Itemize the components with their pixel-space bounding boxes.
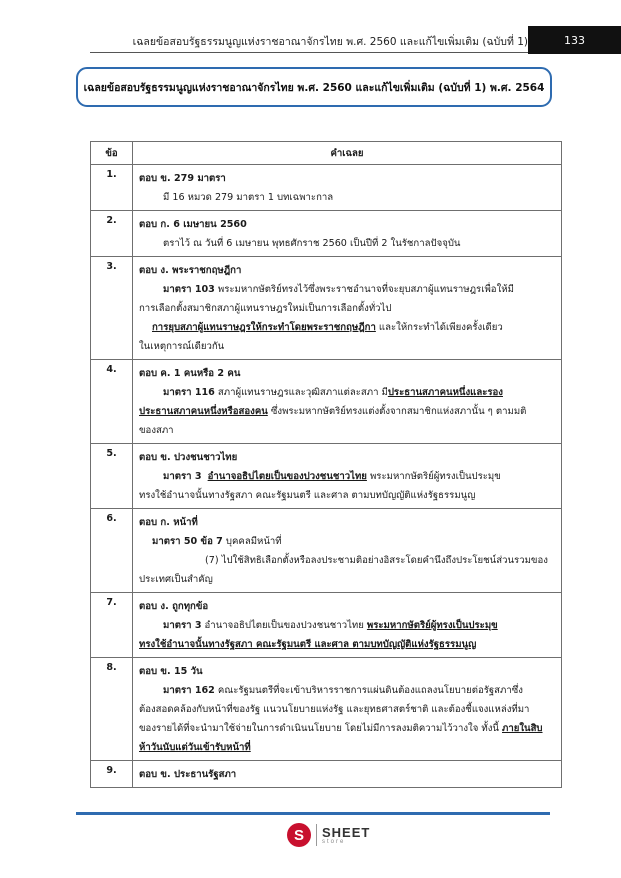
- emphasis-text: ประธานสภาคนหนึ่งหรือสองคน: [139, 406, 268, 417]
- answer-cell: [133, 761, 562, 788]
- answer-cell: [133, 658, 562, 761]
- section-ref: มาตรา 116: [163, 387, 215, 398]
- answer-cell: [133, 257, 562, 360]
- explanation-line: การเลือกตั้งสมาชิกสภาผู้แทนราษฎรใหม่เป็นการเลือกตั้งทั่วไป: [139, 303, 392, 314]
- explanation-text: คณะรัฐมนตรีที่จะเข้าบริหารราชการแผ่นดินต้องแถลงนโยบายต่อรัฐสภาซึ่ง: [214, 685, 523, 696]
- answer-table: [90, 141, 562, 788]
- explanation-line: [139, 318, 555, 337]
- table-row: [91, 165, 562, 211]
- logo-divider: [316, 824, 317, 846]
- explanation-line: [139, 532, 555, 551]
- section-ref: มาตรา 3: [163, 471, 202, 482]
- answer-cell: [133, 360, 562, 444]
- table-row: [91, 211, 562, 257]
- explanation-line: (7) ไปใช้สิทธิเลือกตั้งหรือลงประชามติอย่างอิสระโดยคำนึงถึงประโยชน์ส่วนรวมของ: [205, 555, 548, 566]
- section-title-box: [76, 67, 552, 107]
- column-header-no: ข้อ: [91, 142, 133, 165]
- sheet-store-logo: [287, 822, 370, 848]
- row-number: 5.: [91, 444, 133, 509]
- section-ref: มาตรา 50 ข้อ 7: [152, 536, 223, 547]
- answer-line: ตอบ ง. พระราชกฤษฎีกา: [139, 265, 242, 276]
- emphasis-line: ทรงใช้อำนาจนั้นทางรัฐสภา คณะรัฐมนตรี และศาล ตามบทบัญญัติแห่งรัฐธรรมนูญ: [139, 639, 477, 650]
- explanation-line: [139, 383, 555, 402]
- header-divider: [90, 52, 528, 53]
- row-number: 6.: [91, 509, 133, 593]
- column-header-answer: คำเฉลย: [133, 142, 562, 165]
- explanation-text: บุคคลมีหน้าที่: [222, 536, 282, 547]
- row-number: 4.: [91, 360, 133, 444]
- row-number: 9.: [91, 761, 133, 788]
- table-row: [91, 444, 562, 509]
- answer-cell: [133, 593, 562, 658]
- logo-wordmark: [322, 826, 370, 845]
- logo-name: SHEET: [322, 824, 371, 840]
- section-title: เฉลยข้อสอบรัฐธรรมนูญแห่งราชอาณาจักรไทย พ.ศ. 2560 และแก้ไขเพิ่มเติม (ฉบับที่ 1) พ.ศ. 2564: [83, 81, 545, 94]
- emphasis-text: ประธานสภาคนหนึ่งและรอง: [387, 387, 503, 398]
- row-number: 3.: [91, 257, 133, 360]
- explanation-line: [139, 616, 555, 635]
- explanation-text: พระมหากษัตริย์ทรงไว้ซึ่งพระราชอำนาจที่จะยุบสภาผู้แทนราษฎรเพื่อให้มี: [214, 284, 514, 295]
- emphasis-text: ภายในสิบ: [502, 723, 543, 734]
- answer-cell: [133, 211, 562, 257]
- answer-cell: [133, 509, 562, 593]
- section-ref: มาตรา 3: [163, 620, 202, 631]
- row-number: 2.: [91, 211, 133, 257]
- answer-line: ตอบ ข. 15 วัน: [139, 666, 203, 677]
- explanation-text: สภาผู้แทนราษฎรและวุฒิสภาแต่ละสภา มี: [214, 387, 388, 398]
- logo-mark-icon: S: [287, 823, 311, 847]
- answer-cell: [133, 165, 562, 211]
- table-row: [91, 658, 562, 761]
- explanation-line: ทรงใช้อำนาจนั้นทางรัฐสภา คณะรัฐมนตรี และศาล ตามบทบัญญัติแห่งรัฐธรรมนูญ: [139, 490, 476, 501]
- page-number: 133: [528, 26, 621, 54]
- explanation-line: ประเทศเป็นสำคัญ: [139, 574, 213, 585]
- table-row: [91, 761, 562, 788]
- explanation-line: [139, 681, 555, 700]
- explanation-line: ของสภา: [139, 425, 174, 436]
- footer-divider: [76, 812, 550, 815]
- emphasis-text: อำนาจอธิปไตยเป็นของปวงชนชาวไทย: [207, 471, 367, 482]
- table-row: [91, 593, 562, 658]
- logo-subtitle: store: [322, 838, 346, 845]
- explanation-text: พระมหากษัตริย์ผู้ทรงเป็นประมุข: [366, 471, 501, 482]
- row-number: 8.: [91, 658, 133, 761]
- table-row: [91, 509, 562, 593]
- answer-line: ตอบ ก. หน้าที่: [139, 517, 198, 528]
- explanation-text: ซึ่งพระมหากษัตริย์ทรงแต่งตั้งจากสมาชิกแห่งสภานั้น ๆ ตามมติ: [267, 406, 527, 417]
- answer-cell: [133, 444, 562, 509]
- row-number: 1.: [91, 165, 133, 211]
- table-header-row: [91, 142, 562, 165]
- running-header: เฉลยข้อสอบรัฐธรรมนูญแห่งราชอาณาจักรไทย พ.ศ. 2560 และแก้ไขเพิ่มเติม (ฉบับที่ 1): [132, 36, 528, 48]
- explanation-line: มี 16 หมวด 279 มาตรา 1 บทเฉพาะกาล: [163, 192, 334, 203]
- answer-line: ตอบ ค. 1 คนหรือ 2 คน: [139, 368, 241, 379]
- emphasis-text: พระมหากษัตริย์ผู้ทรงเป็นประมุข: [366, 620, 498, 631]
- answer-line: ตอบ ข. ปวงชนชาวไทย: [139, 452, 238, 463]
- explanation-line: [139, 719, 555, 738]
- explanation-line: ในเหตุการณ์เดียวกัน: [139, 341, 225, 352]
- explanation-text: อำนาจอธิปไตยเป็นของปวงชนชาวไทย: [201, 620, 367, 631]
- explanation-line: ต้องสอดคล้องกับหน้าที่ของรัฐ แนวนโยบายแห่งรัฐ และยุทธศาสตร์ชาติ และต้องชี้แจงแหล่งที่มา: [139, 704, 530, 715]
- answer-line: ตอบ ง. ถูกทุกข้อ: [139, 601, 209, 612]
- answer-line: ตอบ ก. 6 เมษายน 2560: [139, 219, 247, 230]
- table-row: [91, 360, 562, 444]
- row-number: 7.: [91, 593, 133, 658]
- explanation-line: [139, 280, 555, 299]
- explanation-line: [139, 467, 555, 486]
- explanation-line: [139, 402, 555, 421]
- explanation-text: และให้กระทำได้เพียงครั้งเดียว: [375, 322, 503, 333]
- emphasis-line: ห้าวันนับแต่วันเข้ารับหน้าที่: [139, 742, 251, 753]
- explanation-line: ตราไว้ ณ วันที่ 6 เมษายน พุทธศักราช 2560 เป็นปีที่ 2 ในรัชกาลปัจจุบัน: [163, 238, 461, 249]
- answer-line: ตอบ ข. 279 มาตรา: [139, 173, 226, 184]
- emphasis-text: การยุบสภาผู้แทนราษฎรให้กระทำโดยพระราชกฤษฎีกา: [152, 322, 376, 333]
- section-ref: มาตรา 162: [163, 685, 215, 696]
- explanation-text: ของรายได้ที่จะนำมาใช้จ่ายในการดำเนินนโยบาย โดยไม่มีการลงมติความไว้วางใจ ทั้งนี้: [139, 723, 502, 734]
- answer-line: ตอบ ข. ประธานรัฐสภา: [139, 769, 237, 780]
- table-row: [91, 257, 562, 360]
- section-ref: มาตรา 103: [163, 284, 215, 295]
